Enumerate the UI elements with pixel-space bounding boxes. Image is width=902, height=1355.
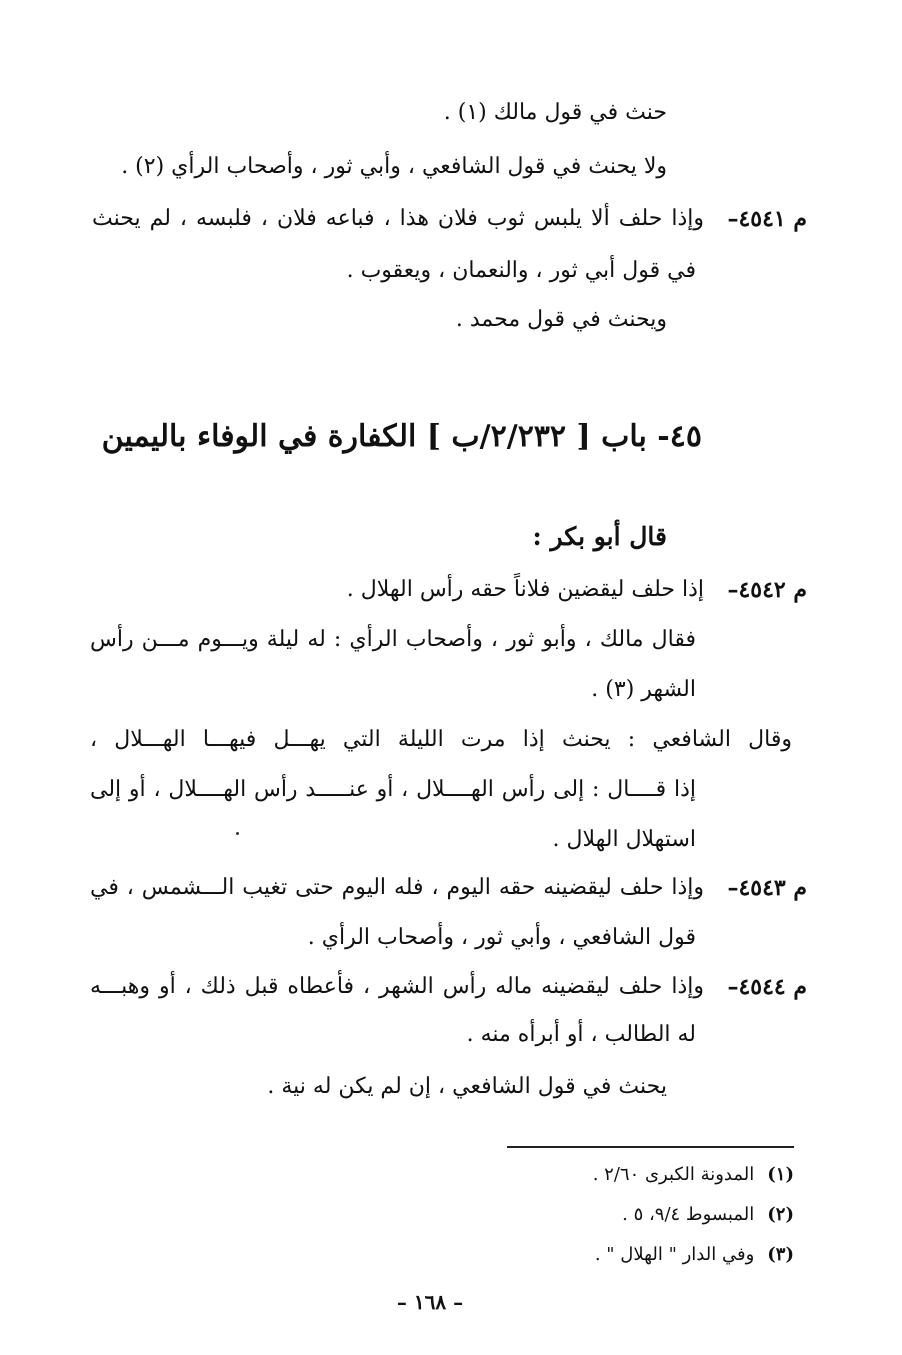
footnote-1 bbox=[593, 1162, 794, 1188]
text-line-11: استهلال الهلال . bbox=[552, 827, 696, 852]
text-line-6: إذا حلف ليقضين فلاناً حقه رأس الهلال . bbox=[346, 577, 704, 602]
footnote-2 bbox=[622, 1202, 794, 1228]
text-line-9: وقال الشافعي : يحنث إذا مرت الليلة التي يهـــل فيهـــا الهـــلال ، bbox=[90, 727, 792, 752]
text-line-16: يحنث في قول الشافعي ، إن لم يكن له نية . bbox=[267, 1074, 667, 1099]
footnote-separator bbox=[507, 1146, 794, 1148]
footnote-text: وفي الدار " الهلال " . bbox=[594, 1244, 755, 1265]
text-line-3: وإذا حلف ألا يلبس ثوب فلان هذا ، فباعه فلان ، فلبسه ، لم يحنث bbox=[92, 206, 704, 231]
footnote-3 bbox=[595, 1242, 794, 1268]
text-line-14: وإذا حلف ليقضينه ماله رأس الشهر ، فأعطاه قبل ذلك ، أو وهبـــه bbox=[90, 974, 704, 999]
text-line-1: حنث في قول مالك (١) . bbox=[443, 100, 667, 125]
text-line-2: ولا يحنث في قول الشافعي ، وأبي ثور ، وأصحاب الرأي (٢) . bbox=[121, 154, 667, 179]
page-number: – ١٦٨ – bbox=[396, 1290, 464, 1314]
abu-bakr-label: قال أبو بكر : bbox=[532, 522, 667, 551]
footnote-number: (٢) bbox=[767, 1204, 794, 1225]
text-line-10: إذا قــــال : إلى رأس الهــــلال ، أو عنـــــد رأس الهــــلال ، أو إلى bbox=[90, 777, 696, 802]
footnote-text: المدونة الكبرى ٢/٦٠ . bbox=[592, 1164, 755, 1185]
text-line-15: له الطالب ، أو أبرأه منه . bbox=[466, 1022, 696, 1047]
stray-dot bbox=[236, 832, 239, 835]
issue-number-4542: م ٤٥٤٢– bbox=[727, 577, 807, 603]
text-line-13: قول الشافعي ، وأبي ثور ، وأصحاب الرأي . bbox=[307, 925, 696, 950]
footnote-text: المبسوط ٩/٤، ٥ . bbox=[622, 1204, 755, 1225]
footnote-number: (١) bbox=[767, 1164, 794, 1185]
chapter-heading: ٤٥- باب [ ٢/٢٣٢/ب ] الكفارة في الوفاء باليمين bbox=[101, 419, 702, 454]
issue-number-4543: م ٤٥٤٣– bbox=[727, 875, 807, 901]
issue-number-4541: م ٤٥٤١– bbox=[727, 206, 807, 232]
text-line-8: الشهر (٣) . bbox=[591, 677, 696, 702]
text-line-5: ويحنث في قول محمد . bbox=[455, 307, 667, 332]
text-line-7: فقال مالك ، وأبو ثور ، وأصحاب الرأي : له ليلة ويـــوم مـــن رأس bbox=[90, 627, 696, 652]
text-line-12: وإذا حلف ليقضينه حقه اليوم ، فله اليوم حتى تغيب الـــشمس ، في bbox=[90, 875, 704, 900]
text-line-4: في قول أبي ثور ، والنعمان ، ويعقوب . bbox=[346, 258, 696, 283]
issue-number-4544: م ٤٥٤٤– bbox=[727, 974, 807, 1000]
footnote-number: (٣) bbox=[767, 1244, 794, 1265]
